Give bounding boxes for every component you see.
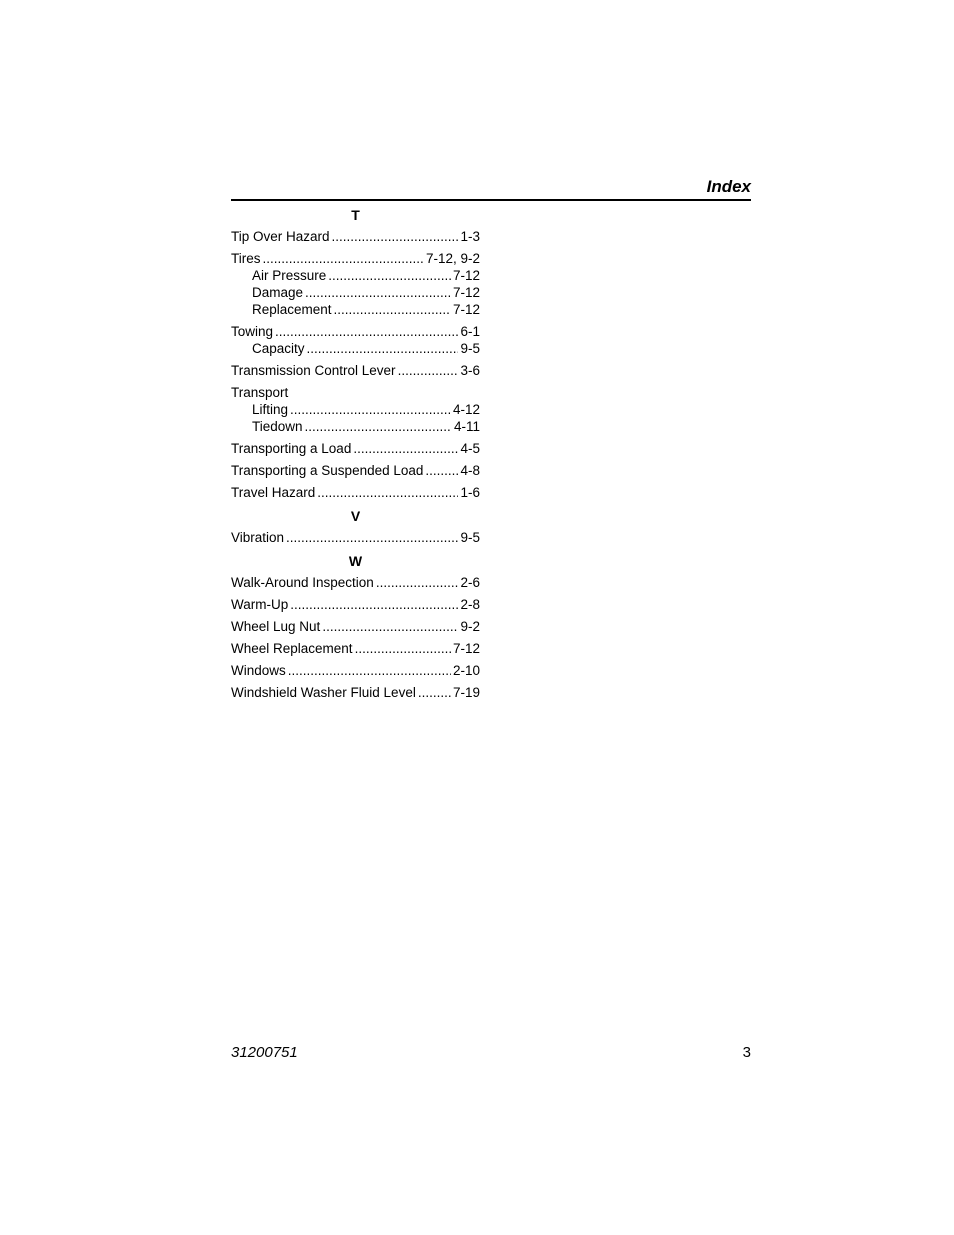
dot-leader: [353, 440, 458, 457]
index-entry: [231, 323, 480, 340]
index-section-v: [231, 507, 480, 546]
page-number: 3: [742, 1044, 751, 1061]
dot-leader: [290, 596, 458, 613]
index-entry-group: [231, 228, 480, 245]
entry-term: Wheel Replacement: [231, 641, 353, 656]
index-entry-group: [231, 462, 480, 479]
subentry-page-ref: 7-12: [452, 285, 480, 300]
entry-page-ref: 2-6: [460, 575, 480, 590]
entry-page-ref: 3-6: [460, 363, 480, 378]
index-entry-group: [231, 362, 480, 379]
dot-leader: [332, 228, 459, 245]
dot-leader: [376, 574, 459, 591]
dot-leader: [263, 250, 424, 267]
index-entry-group: [231, 618, 480, 635]
entry-page-ref: 7-12: [452, 641, 480, 656]
section-letter: V: [350, 508, 361, 524]
dot-leader: [290, 401, 451, 418]
section-letter: W: [348, 553, 363, 569]
index-entry: [231, 529, 480, 546]
index-entry-group: [231, 250, 480, 318]
subentry-page-ref: 9-5: [460, 341, 480, 356]
index-entry: [231, 684, 480, 701]
index-entry: [231, 596, 480, 613]
index-entry: [231, 662, 480, 679]
dot-leader: [286, 529, 458, 546]
dot-leader: [322, 618, 458, 635]
index-entry-group: [231, 384, 480, 435]
subentry-term: Air Pressure: [252, 268, 327, 283]
entry-page-ref: 4-5: [460, 441, 480, 456]
dot-leader: [334, 301, 451, 318]
entry-page-ref: 9-2: [460, 619, 480, 634]
page-title: Index: [706, 177, 751, 196]
entry-page-ref: 2-10: [452, 663, 480, 678]
index-entry: [231, 440, 480, 457]
section-letter: T: [351, 207, 360, 223]
dot-leader: [355, 640, 451, 657]
subentry-page-ref: 7-12: [452, 302, 480, 317]
subentry-term: Tiedown: [252, 419, 303, 434]
dot-leader: [328, 267, 451, 284]
subentry-page-ref: 4-12: [452, 402, 480, 417]
index-entry: [231, 228, 480, 245]
dot-leader: [418, 684, 451, 701]
entry-term: Travel Hazard: [231, 485, 316, 500]
index-entry: [231, 618, 480, 635]
dot-leader: [425, 462, 458, 479]
subentry-term: Capacity: [252, 341, 305, 356]
entry-term: Wheel Lug Nut: [231, 619, 321, 634]
entry-term: Transmission Control Lever: [231, 363, 396, 378]
dot-leader: [317, 484, 458, 501]
index-entry: [231, 362, 480, 379]
index-entry-group: [231, 529, 480, 546]
entry-term: Transport: [231, 385, 289, 400]
index-entry: [231, 250, 480, 267]
dot-leader: [307, 340, 459, 357]
index-section-t: [231, 206, 480, 501]
entry-page-ref: 4-8: [460, 463, 480, 478]
index-entry: [231, 574, 480, 591]
entry-page-ref: 7-19: [452, 685, 480, 700]
dot-leader: [398, 362, 459, 379]
entry-page-ref: 6-1: [460, 324, 480, 339]
entry-term: Walk-Around Inspection: [231, 575, 374, 590]
index-entry-group: [231, 440, 480, 457]
dot-leader: [275, 323, 458, 340]
entry-term: Towing: [231, 324, 274, 339]
index-subentry: [231, 401, 480, 418]
index-subentry: [231, 284, 480, 301]
entry-page-ref: 1-3: [460, 229, 480, 244]
dot-leader: [305, 284, 451, 301]
entry-term: Transporting a Suspended Load: [231, 463, 424, 478]
index-entry: [231, 384, 480, 401]
index-subentry: [231, 267, 480, 284]
entry-term: Vibration: [231, 530, 285, 545]
index-entry: [231, 484, 480, 501]
index-entry: [231, 462, 480, 479]
entry-page-ref: 2-8: [460, 597, 480, 612]
entry-page-ref: 9-5: [460, 530, 480, 545]
entry-term: Warm-Up: [231, 597, 289, 612]
index-entry-group: [231, 596, 480, 613]
dot-leader: [288, 662, 451, 679]
index-column: [231, 206, 480, 707]
index-subentry: [231, 301, 480, 318]
index-subentry: [231, 340, 480, 357]
dot-leader: [305, 418, 452, 435]
entry-term: Transporting a Load: [231, 441, 352, 456]
subentry-page-ref: 4-11: [453, 419, 480, 434]
entry-page-ref: 7-12, 9-2: [425, 251, 480, 266]
index-section-w: [231, 552, 480, 701]
subentry-term: Replacement: [252, 302, 332, 317]
index-entry-group: [231, 484, 480, 501]
subentry-term: Damage: [252, 285, 304, 300]
index-entry-group: [231, 662, 480, 679]
index-subentry: [231, 418, 480, 435]
subentry-term: Lifting: [252, 402, 289, 417]
document-number: 31200751: [231, 1044, 298, 1061]
index-entry-group: [231, 323, 480, 357]
entry-term: Tip Over Hazard: [231, 229, 330, 244]
entry-term: Tires: [231, 251, 261, 266]
header-rule: [231, 199, 751, 201]
index-entry-group: [231, 684, 480, 701]
index-entry-group: [231, 574, 480, 591]
entry-term: Windows: [231, 663, 286, 678]
entry-page-ref: 1-6: [460, 485, 480, 500]
index-entry-group: [231, 640, 480, 657]
entry-term: Windshield Washer Fluid Level: [231, 685, 416, 700]
subentry-page-ref: 7-12: [452, 268, 480, 283]
index-entry: [231, 640, 480, 657]
